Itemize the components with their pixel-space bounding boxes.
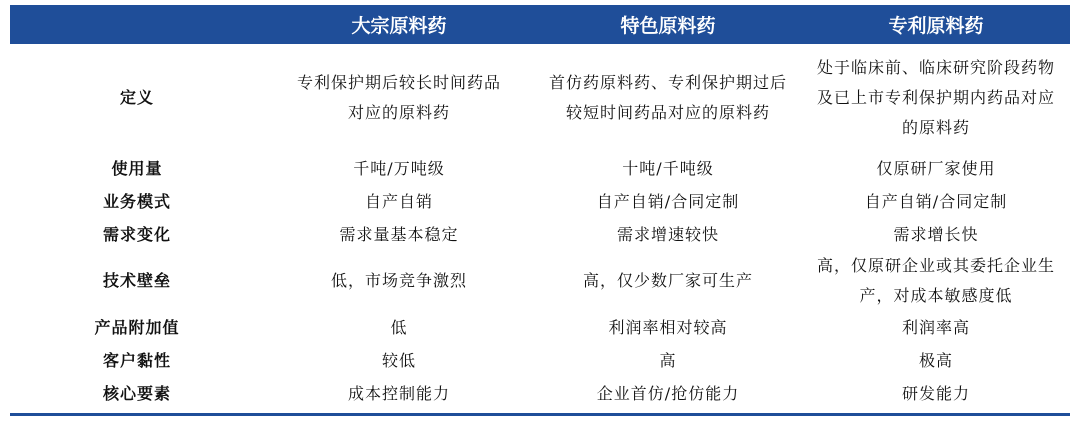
table-row bbox=[10, 344, 1070, 377]
table-cell: 自产自销 bbox=[364, 191, 433, 211]
comparison-table bbox=[10, 5, 1070, 411]
table-cell: 需求量基本稳定 bbox=[339, 224, 459, 244]
row-label: 产品附加值 bbox=[94, 317, 180, 337]
table-cell: 成本控制能力 bbox=[347, 384, 450, 403]
table-row bbox=[10, 218, 1070, 251]
table-row bbox=[10, 44, 1070, 152]
row-label: 技术壁垒 bbox=[102, 271, 171, 290]
table-cell: 极高 bbox=[918, 350, 953, 370]
table-cell: 专利保护期后较长时间药品对应的原料药 bbox=[296, 73, 501, 122]
header-patent-api: 专利原料药 bbox=[802, 5, 1070, 44]
row-label: 核心要素 bbox=[102, 384, 171, 403]
table-cell: 利润率相对较高 bbox=[608, 317, 728, 337]
table-cell: 仅原研厂家使用 bbox=[876, 158, 996, 178]
table-cell: 高 bbox=[659, 350, 677, 370]
table-cell: 高，仅原研企业或其委托企业生产，对成本敏感度低 bbox=[816, 256, 1055, 305]
table-cell: 自产自销/合同定制 bbox=[864, 191, 1008, 211]
row-label: 定义 bbox=[119, 88, 154, 107]
table-cell: 处于临床前、临床研究阶段药物及已上市专利保护期内药品对应的原料药 bbox=[816, 58, 1055, 137]
table-cell: 需求增速较快 bbox=[616, 224, 719, 244]
table-cell: 首仿药原料药、专利保护期过后较短时间药品对应的原料药 bbox=[548, 73, 787, 122]
row-label: 使用量 bbox=[111, 158, 163, 178]
header-blank-cell bbox=[10, 5, 264, 44]
table-cell: 千吨/万吨级 bbox=[353, 158, 445, 178]
table-row bbox=[10, 152, 1070, 185]
table-cell: 自产自销/合同定制 bbox=[596, 191, 740, 211]
table-row bbox=[10, 251, 1070, 311]
row-label: 需求变化 bbox=[102, 224, 171, 244]
table-cell: 十吨/千吨级 bbox=[622, 158, 714, 178]
table-row bbox=[10, 185, 1070, 218]
table-cell: 研发能力 bbox=[901, 384, 970, 403]
table-row bbox=[10, 311, 1070, 344]
header-row bbox=[10, 5, 1070, 44]
row-label: 客户黏性 bbox=[102, 350, 171, 370]
table-cell: 高，仅少数厂家可生产 bbox=[582, 271, 753, 290]
table-cell: 利润率高 bbox=[901, 317, 970, 337]
table-row bbox=[10, 377, 1070, 411]
table-cell: 需求增长快 bbox=[893, 224, 979, 244]
table-cell: 低，市场竞争激烈 bbox=[330, 271, 467, 290]
row-label: 业务模式 bbox=[102, 191, 171, 211]
header-bulk-api: 大宗原料药 bbox=[264, 5, 534, 44]
table-cell: 企业首仿/抢仿能力 bbox=[596, 384, 740, 403]
header-specialty-api: 特色原料药 bbox=[534, 5, 802, 44]
table-cell: 低 bbox=[390, 317, 408, 337]
table-cell: 较低 bbox=[381, 350, 416, 370]
table-bottom-rule bbox=[10, 413, 1070, 416]
